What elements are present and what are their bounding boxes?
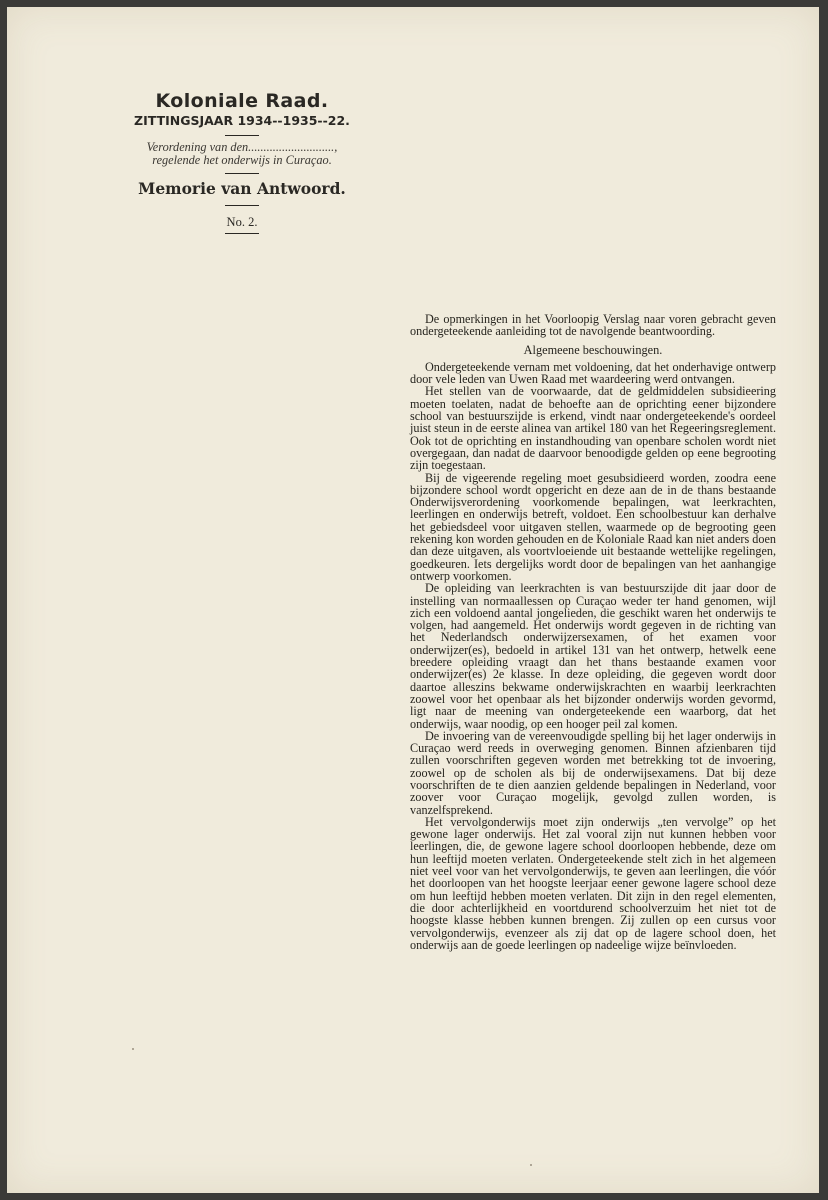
paragraph: Ondergeteekende vernam met voldoening, dat het onderhavige ontwerp door vele leden van Uwen Raad met waardeering werd ontvangen. (410, 359, 776, 387)
ordinance-line-2: regelende het onderwijs in Curaçao. (152, 153, 332, 167)
council-title: Koloniale Raad. (155, 90, 329, 112)
document-number: No. 2. (226, 215, 258, 229)
section-heading: Algemeene beschouwingen. (523, 342, 663, 357)
paper-speck (530, 1164, 532, 1166)
ordinance-line-1: Verordening van den............................, (146, 140, 338, 154)
divider (225, 135, 259, 136)
paper-speck (132, 1048, 134, 1050)
divider (225, 173, 259, 174)
paragraph: Het vervolgonderwijs moet zijn onderwijs „ten vervolge” op het gewone lager onderwijs. Het zal vooral zijn nut kunnen hebben voor leerlingen, die, de gewone lagere school doorloopen hebbende, deze om hun leeftijd moeten verlaten. Ondergeteekende stelt zich in het algemeen niet veel voor van het vervolgonderwijs, te geven aan leerlingen, die vóór het doorloopen van het hoogste leerjaar eener gewone lagere school deze om hun leeftijd hebben moeten verlaten. Dit zijn in den regel elementen, die door achterlijkheid en voortdurend schoolverzuim het niet tot de hoogste klasse hebben kunnen brengen. Zij zullen op een cursus voor vervolgonderwijs, evenzeer als zij dat op de lagere school doen, het onderwijs aan de goede leerlingen op nadeelige wijze beïnvloeden. (410, 814, 776, 952)
session-year: ZITTINGSJAAR 1934--1935--22. (134, 113, 350, 128)
document-header (107, 89, 377, 239)
paragraph: De invoering van de vereenvoudigde spelling bij het lager onderwijs in Curaçao werd reeds in overweging genomen. Binnen afzienbaren tijd zullen voorschriften gegeven worden met betrekking tot de invoering, zoowel op de scholen als bij de onderwijsexamens. Dat bij deze voorschriften de te dien aanzien geldende bepalingen in Nederland, voor zoover voor Curaçao mogelijk, gevolgd zullen worden, is vanzelfsprekend. (410, 728, 776, 817)
intro-paragraph: De opmerkingen in het Voorloopig Verslag naar voren gebracht geven ondergeteekende aanleiding tot de navolgende beantwoording. (410, 312, 776, 339)
body-text (410, 313, 776, 951)
paragraph: Bij de vigeerende regeling moet gesubsidieerd worden, zoodra eene bijzondere school wordt opgericht en deze aan de in de thans bestaande Onderwijsverordening voorkomende bepalingen, wat leerkrachten, leerlingen en onderwijs betreft, voldoet. Een schoolbestuur kan derhalve het gebiedsdeel voor uitgaven stellen, waarmede op de begrooting geen rekening kon worden gehouden en de Koloniale Raad kan niet anders doen dan deze uitgaven, als voortvloeiende uit bestaande wettelijke regelingen, goedkeuren. Iets dergelijks wordt door de bepalingen van het aanhangige ontwerp voorkomen. (410, 470, 776, 583)
memo-title: Memorie van Antwoord. (138, 179, 346, 198)
paragraph: De opleiding van leerkrachten is van bestuurszijde dit jaar door de instelling van normaallessen op Curaçao weder ter hand genomen, wijl zich een voldoend aantal jongelieden, die geschikt waren het onderwijs te volgen, had aangemeld. Het onderwijs wordt gegeven in de richting van het Nederlandsch onderwijzersexamen, of het examen voor onderwijzer(es), bedoeld in artikel 131 van het ontwerp, hetwelk eene breedere opleiding vraagt dan het thans bestaande examen voor onderwijzer(es) 2e klasse. In deze opleiding, die gegeven wordt door daartoe alleszins bekwame onderwijskrachten en waarbij leerkrachten zoowel voor het openbaar als het bijzonder onderwijs worden gevormd, ligt naar de meening van ondergeteekende een waarborg, dat het onderwijs, waar noodig, op een hooger peil zal komen. (410, 581, 776, 731)
document-page (7, 7, 819, 1193)
divider (225, 205, 259, 206)
paragraph: Het stellen van de voorwaarde, dat de geldmiddelen subsidieering moeten toelaten, nadat de behoefte aan de oprichting eener bijzondere school van bestuurszijde is erkend, vindt naar ondergeteekende's oordeel juist steun in de eerste alinea van artikel 180 van het Regeeringsreglement. Ook tot de oprichting en instandhouding van openbare scholen wordt niet overgegaan, dan nadat de daarvoor benoodigde gelden op eene begrooting zijn toegestaan. (410, 384, 776, 473)
divider (225, 233, 259, 234)
